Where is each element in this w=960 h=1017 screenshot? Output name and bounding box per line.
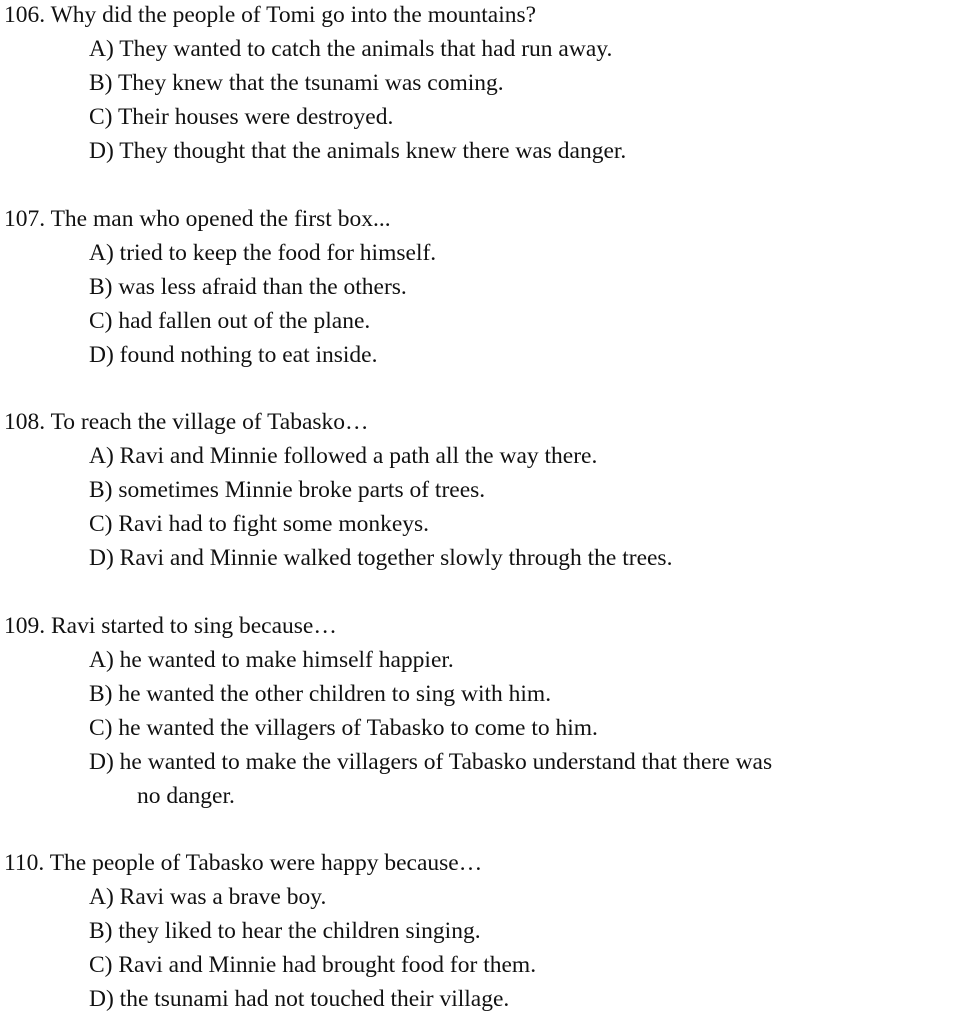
question-106-option-d: D) They thought that the animals knew there was danger. [89,138,627,164]
question-107-option-b: B) was less afraid than the others. [89,274,407,300]
question-109-stem: 109. Ravi started to sing because… [4,613,337,639]
question-107-option-a: A) tried to keep the food for himself. [89,240,437,266]
question-109-option-b: B) he wanted the other children to sing with him. [89,681,552,707]
question-110-stem: 110. The people of Tabasko were happy because… [4,850,483,876]
question-107-option-c: C) had fallen out of the plane. [89,308,371,334]
question-106-option-a: A) They wanted to catch the animals that had run away. [89,36,613,62]
question-108-option-b: B) sometimes Minnie broke parts of trees. [89,477,486,503]
question-108-option-a: A) Ravi and Minnie followed a path all the way there. [89,443,598,469]
question-108-option-d: D) Ravi and Minnie walked together slowly through the trees. [89,545,673,571]
question-106-option-c: C) Their houses were destroyed. [89,104,394,130]
question-109-option-d-continuation: no danger. [137,783,235,809]
question-108-stem: 108. To reach the village of Tabasko… [4,409,369,435]
question-110-option-c: C) Ravi and Minnie had brought food for them. [89,952,537,978]
question-107-option-d: D) found nothing to eat inside. [89,342,378,368]
question-107-stem: 107. The man who opened the first box... [4,206,391,232]
question-110-option-b: B) they liked to hear the children singing. [89,918,481,944]
question-106-option-b: B) They knew that the tsunami was coming. [89,70,504,96]
question-109-option-a: A) he wanted to make himself happier. [89,647,454,673]
question-110-option-a: A) Ravi was a brave boy. [89,884,327,910]
question-109-option-c: C) he wanted the villagers of Tabasko to come to him. [89,715,598,741]
question-108-option-c: C) Ravi had to fight some monkeys. [89,511,430,537]
question-109-option-d: D) he wanted to make the villagers of Tabasko understand that there was [89,749,773,775]
question-106-stem: 106. Why did the people of Tomi go into the mountains? [4,2,537,28]
question-110-option-d: D) the tsunami had not touched their village. [89,986,510,1012]
